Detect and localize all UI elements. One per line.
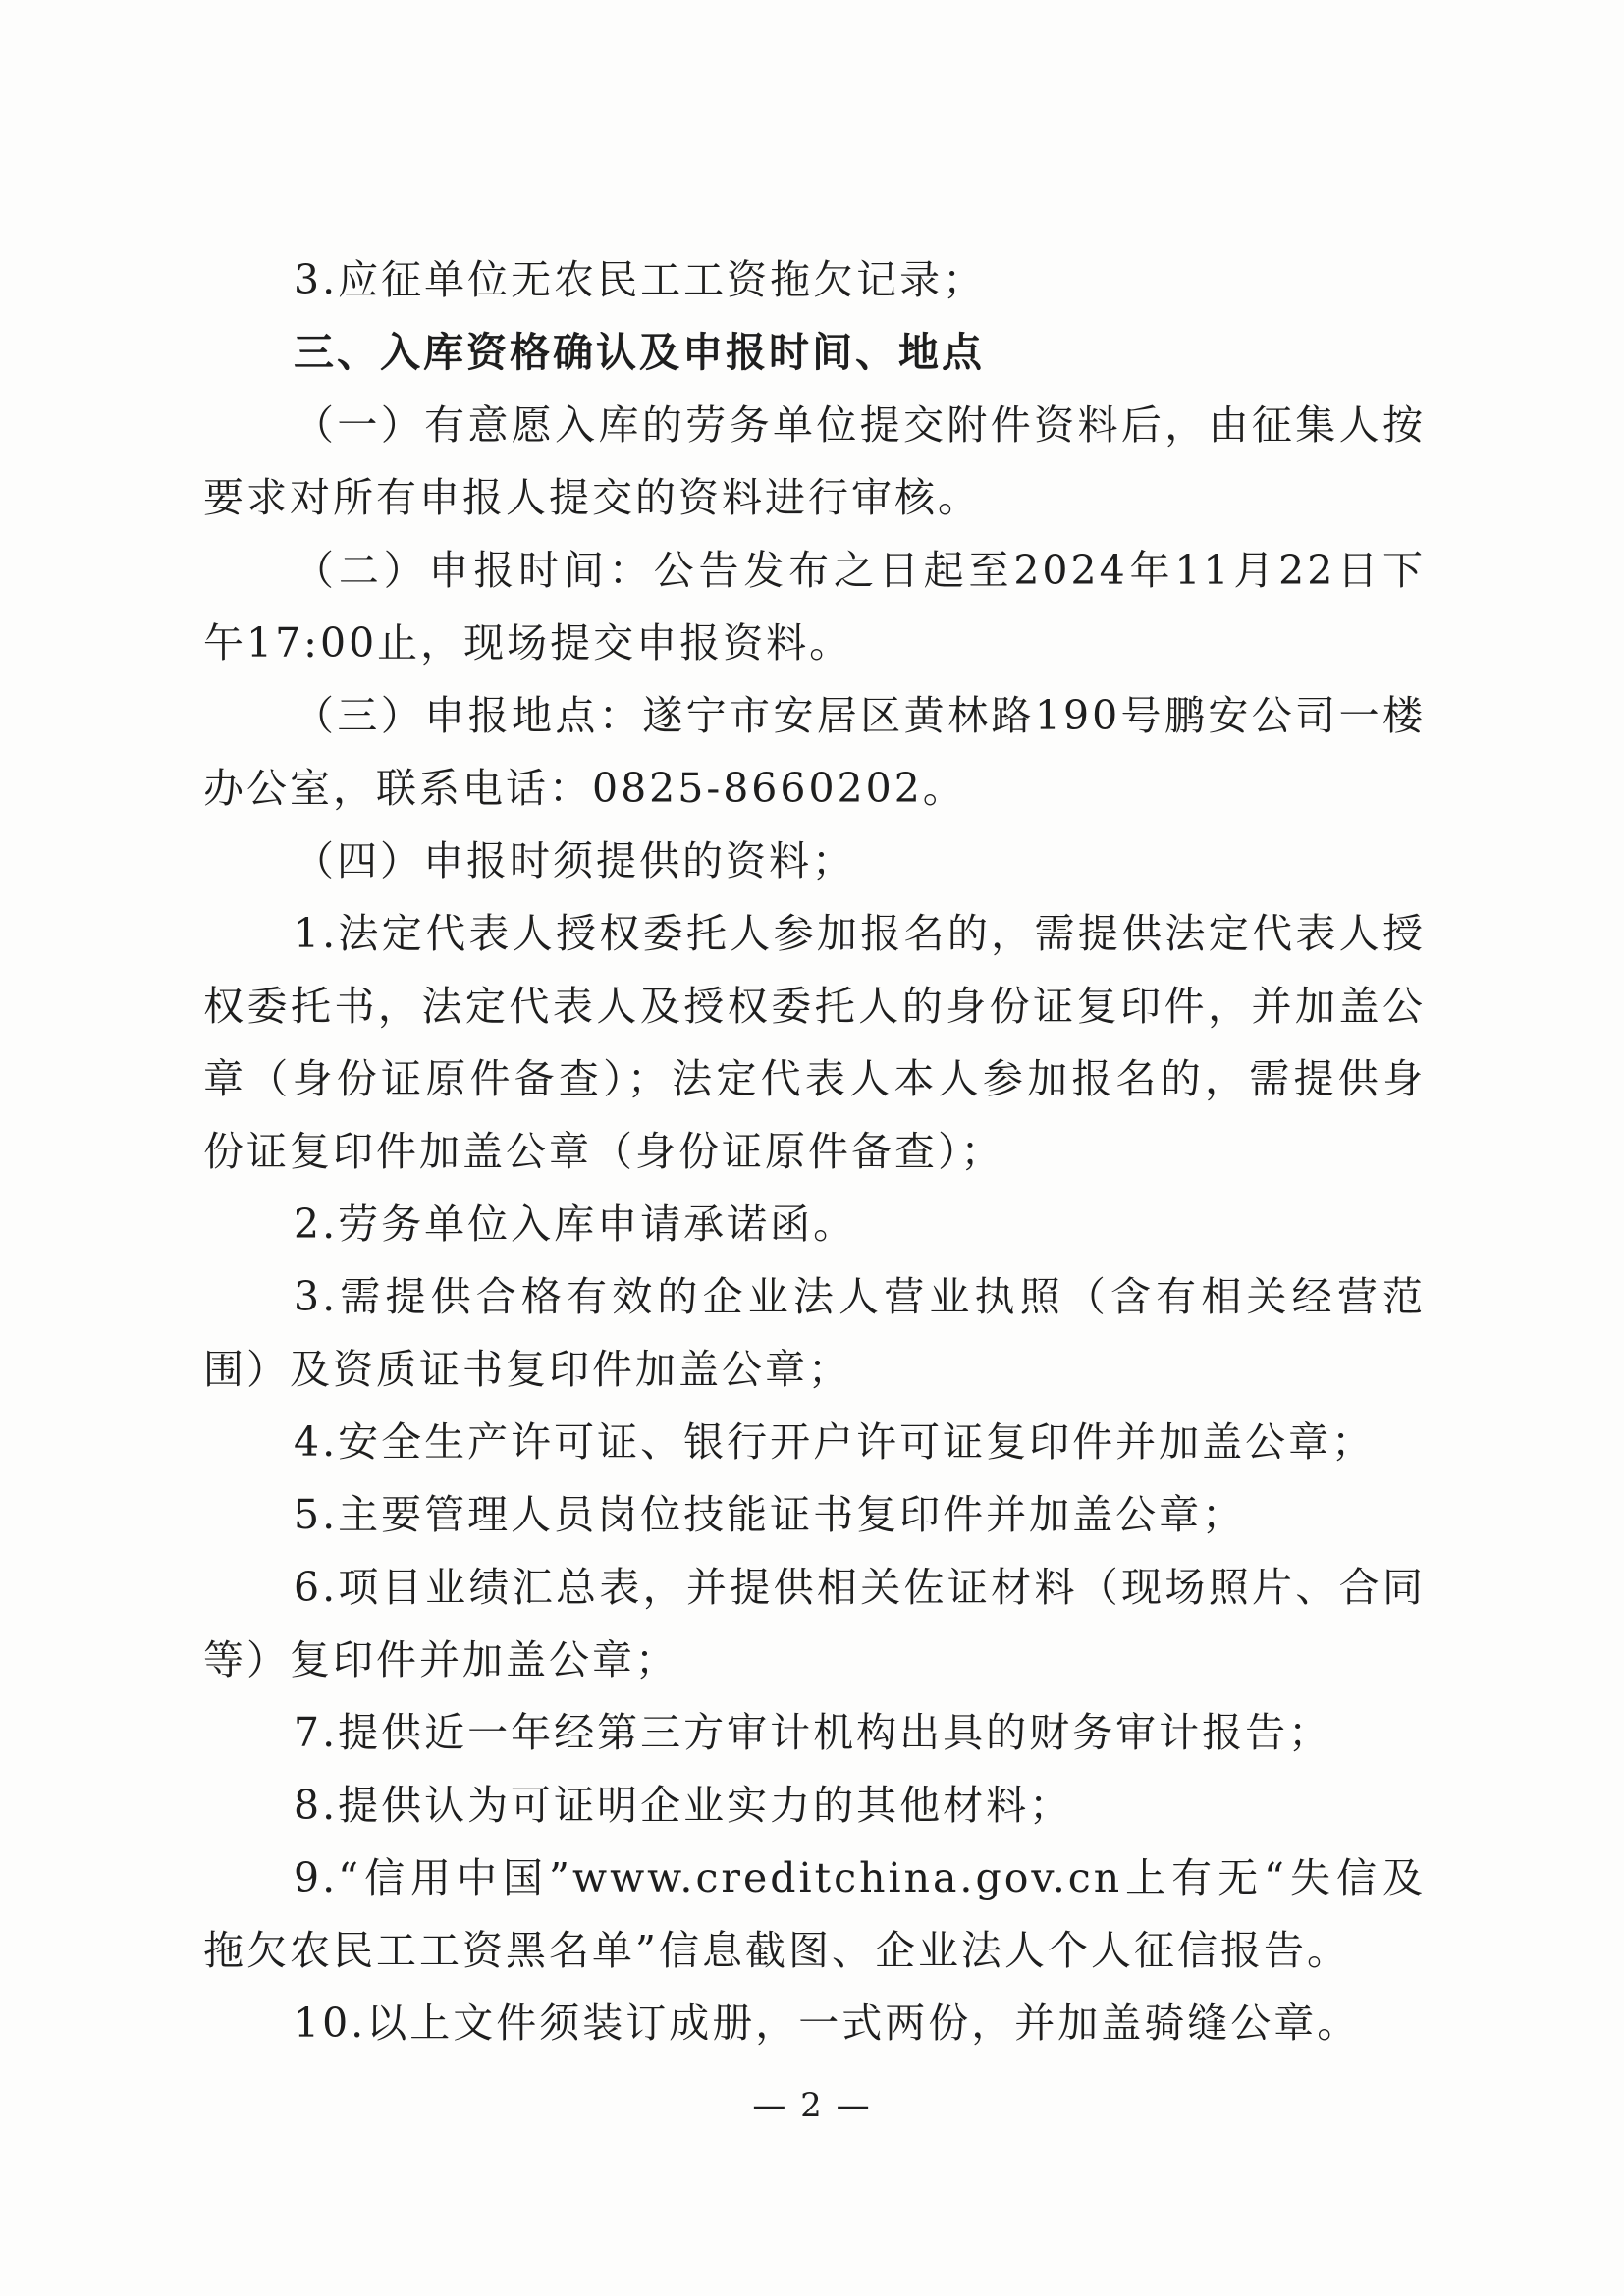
list-item-credit-china: 9.“信用中国”www.creditchina.gov.cn上有无“失信及拖欠农民工工资黑名单”信息截图、企业法人个人征信报告。 (203, 1854, 1426, 1974)
paragraph-application-time: （二）申报时间：公告发布之日起至2024年11月22日下午17:00止，现场提交申报资料。 (203, 547, 1426, 667)
list-item-audit-report: 7.提供近一年经第三方审计机构出具的财务审计报告； (294, 1709, 1332, 1756)
section-heading-eligibility-time-place: 三、入库资格确认及申报时间、地点 (294, 329, 985, 376)
list-item-project-performance: 6.项目业绩汇总表，并提供相关佐证材料（现场照片、合同等）复印件并加盖公章； (203, 1564, 1426, 1683)
list-item-safety-permit: 4.安全生产许可证、银行开户许可证复印件并加盖公章； (294, 1418, 1376, 1466)
document-body (203, 243, 1426, 2059)
paragraph-required-materials-title: （四）申报时须提供的资料； (294, 837, 855, 884)
paragraph-application-location: （三）申报地点：遂宁市安居区黄林路190号鹏安公司一楼办公室，联系电话：0825-8660202。 (203, 692, 1426, 812)
list-item-authorization: 1.法定代表人授权委托人参加报名的，需提供法定代表人授权委托书，法定代表人及授权委托人的身份证复印件，并加盖公章（身份证原件备查）；法定代表人本人参加报名的，需提供身份证复印件加盖公章（身份证原件备查）； (203, 910, 1426, 1175)
paragraph-item-3-no-arrears: 3.应征单位无农民工工资拖欠记录； (294, 256, 987, 303)
list-item-staff-certificates: 5.主要管理人员岗位技能证书复印件并加盖公章； (294, 1491, 1246, 1538)
page-number: — 2 — (752, 2086, 872, 2125)
paragraph-review-process: （一）有意愿入库的劳务单位提交附件资料后，由征集人按要求对所有申报人提交的资料进行审核。 (203, 401, 1426, 521)
list-item-business-license: 3.需提供合格有效的企业法人营业执照（含有相关经营范围）及资质证书复印件加盖公章； (203, 1273, 1426, 1393)
list-item-binding: 10.以上文件须装订成册，一式两份，并加盖骑缝公章。 (294, 2000, 1361, 2047)
list-item-commitment-letter: 2.劳务单位入库申请承诺函。 (294, 1201, 857, 1248)
list-item-other-materials: 8.提供认为可证明企业实力的其他材料； (294, 1782, 1073, 1829)
